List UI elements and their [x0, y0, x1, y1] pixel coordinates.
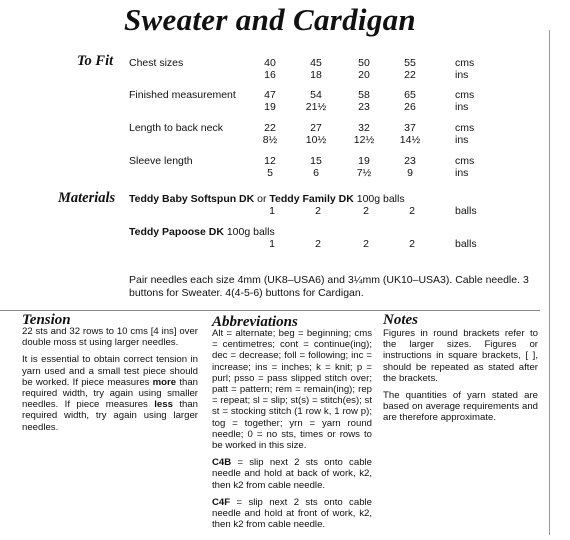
unit-label: ins	[455, 69, 469, 81]
size-value-in: 6	[313, 167, 319, 179]
yarn-suffix: 100g balls	[353, 193, 405, 205]
yarn1-unit: balls	[455, 205, 477, 217]
tension-paragraph: 22 sts and 32 rows to 10 cms [4 ins] over double moss st using larger needles.	[22, 326, 198, 349]
yarn2-qty: 2	[409, 238, 415, 250]
yarn-line-1	[129, 193, 405, 205]
tension-body	[22, 326, 198, 439]
unit-label: ins	[455, 134, 469, 146]
size-value-cm: 37	[404, 122, 416, 134]
yarn1-qty: 1	[269, 205, 275, 217]
measurement-label: Finished measurement	[129, 89, 236, 101]
yarn-suffix: 100g balls	[223, 226, 275, 238]
size-value-in: 23	[358, 101, 370, 113]
abbreviations-body	[212, 328, 372, 536]
size-value-in: 26	[404, 101, 416, 113]
notes-paragraph: The quantities of yarn stated are based on average requirements and are therefore approximate.	[383, 390, 538, 424]
size-value-cm: 12	[264, 155, 276, 167]
yarn1-qty: 2	[409, 205, 415, 217]
notes-body	[383, 328, 538, 430]
yarn2-qty: 1	[269, 238, 275, 250]
measurement-label: Length to back neck	[129, 122, 223, 134]
notes-heading: Notes	[383, 312, 418, 328]
size-value-cm: 22	[264, 122, 276, 134]
size-value-in: 20	[358, 69, 370, 81]
yarn-line-2	[129, 226, 275, 238]
unit-label: cms	[455, 57, 475, 69]
materials-heading: Materials	[58, 190, 116, 206]
size-value-cm: 40	[264, 57, 276, 69]
section-divider	[0, 310, 540, 311]
yarn-or: or	[254, 193, 270, 205]
abbreviations-paragraph: Alt = alternate; beg = beginning; cms = centimetres; cont = continue(ing); dec = decrease; foll = following; inc = increase; ins = inches; k = knit; p = purl; psso = pass slipped stitch over; patt = pattern; rem = remain(ing); rep = repeat; sl = slip; st(s) = stitch(es); st st = stocking stitch (1 row k, 1 row p); tog = together; yrn = yarn round needle; 0 = no sts, times or rows to be worked in this size.	[212, 328, 372, 452]
tension-heading: Tension	[22, 312, 71, 328]
size-value-in: 21½	[305, 101, 327, 113]
page-title: Sweater and Cardigan	[124, 2, 416, 37]
size-value-cm: 27	[310, 122, 322, 134]
size-value-cm: 58	[358, 89, 370, 101]
size-value-in: 16	[264, 69, 276, 81]
yarn2-unit: balls	[455, 238, 477, 250]
unit-label: ins	[455, 167, 469, 179]
size-value-cm: 65	[404, 89, 416, 101]
size-value-cm: 47	[264, 89, 276, 101]
size-value-in: 19	[264, 101, 276, 113]
unit-label: cms	[455, 155, 475, 167]
abbreviation-c4f: C4F = slip next 2 sts onto cable needle and hold at front of work, k2, then k2 from cable needle.	[212, 496, 372, 531]
size-value-cm: 19	[358, 155, 370, 167]
size-value-cm: 55	[404, 57, 416, 69]
measurement-label: Sleeve length	[129, 155, 193, 167]
unit-label: cms	[455, 89, 475, 101]
size-value-in: 9	[407, 167, 413, 179]
notes-paragraph: Figures in round brackets refer to the larger sizes. Figures or instructions in square brackets, [ ], should be repeated as stated after the brackets.	[383, 328, 538, 384]
needles-text: Pair needles each size 4mm (UK8–USA6) and 3¼mm (UK10–USA3). Cable needle. 3 buttons for Sweater. 4(4-5-6) buttons for Cardigan.	[129, 274, 529, 299]
yarn-name-baby-softspun: Teddy Baby Softspun DK	[129, 193, 255, 205]
size-value-in: 22	[404, 69, 416, 81]
size-value-cm: 32	[358, 122, 370, 134]
size-value-in: 10½	[305, 134, 327, 146]
size-value-cm: 23	[404, 155, 416, 167]
size-value-in: 8½	[262, 134, 278, 146]
yarn-name-family: Teddy Family DK	[269, 193, 354, 205]
size-value-in: 12½	[353, 134, 375, 146]
size-value-cm: 15	[310, 155, 322, 167]
size-value-cm: 45	[310, 57, 322, 69]
size-value-cm: 54	[310, 89, 322, 101]
measurement-label: Chest sizes	[129, 57, 184, 69]
right-border-line	[549, 30, 550, 535]
unit-label: ins	[455, 101, 469, 113]
size-value-in: 7½	[356, 167, 372, 179]
size-value-in: 14½	[399, 134, 421, 146]
yarn1-qty: 2	[363, 205, 369, 217]
abbreviation-c4b: C4B = slip next 2 sts onto cable needle and hold at back of work, k2, then k2 from cable needle.	[212, 457, 372, 491]
to-fit-heading: To Fit	[77, 53, 114, 69]
size-value-in: 18	[310, 69, 322, 81]
size-value-in: 5	[267, 167, 273, 179]
unit-label: cms	[455, 122, 475, 134]
yarn-name-papoose: Teddy Papoose DK	[129, 226, 224, 238]
size-value-cm: 50	[358, 57, 370, 69]
yarn1-qty: 2	[315, 205, 321, 217]
yarn2-qty: 2	[363, 238, 369, 250]
tension-paragraph: It is essential to obtain correct tension in yarn used and a small test piece should be worked. If piece measures more than required width, try again using smaller needles. If piece measures less than required width, try again using larger needles.	[22, 354, 199, 433]
yarn2-qty: 2	[315, 238, 321, 250]
abbreviations-heading: Abbreviations	[212, 314, 298, 330]
